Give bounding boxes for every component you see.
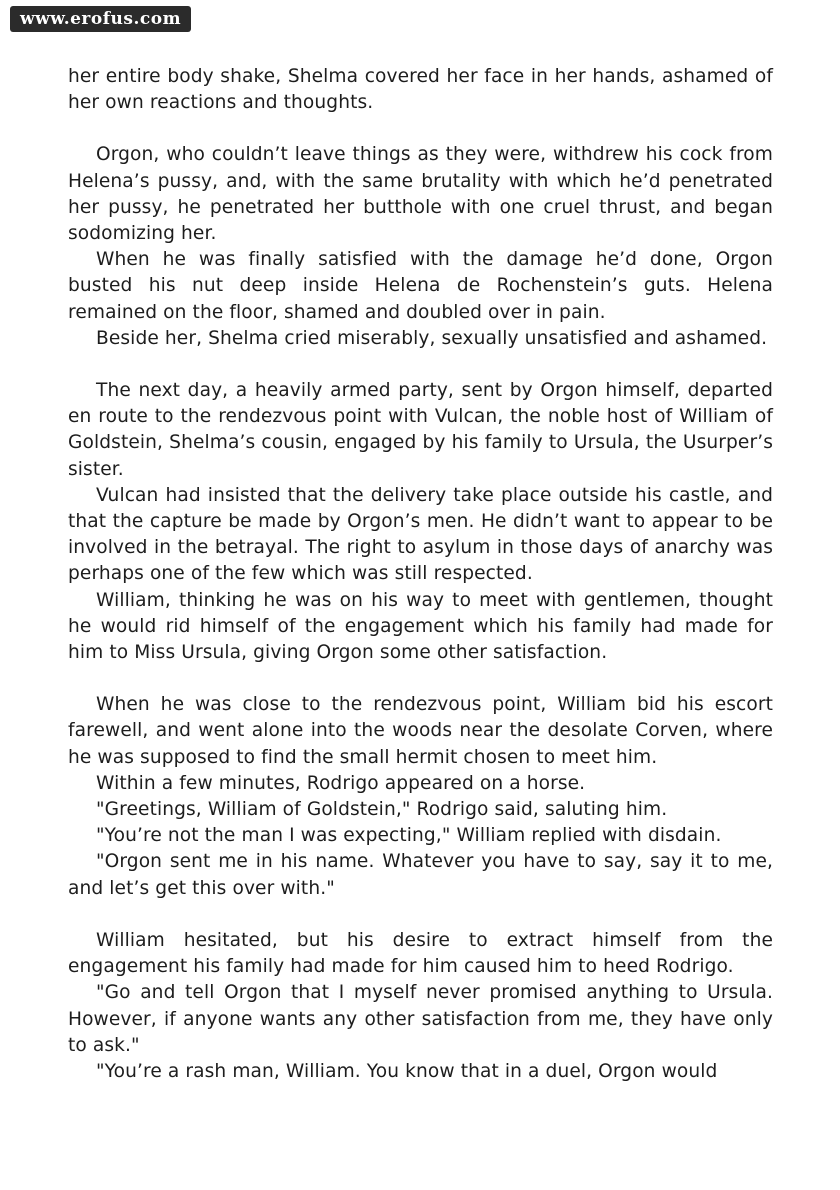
paragraph: "Go and tell Orgon that I myself never promised anything to Ursula. However, if anyone wants any other satisfaction from me, they have only to ask." <box>68 982 773 1056</box>
paragraph: When he was close to the rendezvous point, William bid his escort farewell, and went alone into the woods near the desolate Corven, where he was supposed to find the small hermit chosen to meet him. <box>68 694 773 768</box>
paragraph: "You’re not the man I was expecting," William replied with disdain. <box>96 825 722 847</box>
paragraph: Beside her, Shelma cried miserably, sexually unsatisfied and ashamed. <box>96 327 768 349</box>
paragraph: Vulcan had insisted that the delivery take place outside his castle, and that the capture be made by Orgon’s men. He didn’t want to appear to be involved in the betrayal. The right to asylum in those days of anarchy was perhaps one of the few which was still respected. <box>68 484 773 585</box>
paragraph: When he was finally satisfied with the damage he’d done, Orgon busted his nut deep inside Helena de Rochenstein’s guts. Helena remained on the floor, shamed and doubled over in pain. <box>68 249 773 323</box>
paragraph: Orgon, who couldn’t leave things as they were, withdrew his cock from Helena’s pussy, and, with the same brutality with which he’d penetrated her pussy, he penetrated her butthole with one cruel thrust, and began sodomizing her. <box>68 144 773 245</box>
watermark-logo: www.erofus.com <box>10 6 191 32</box>
paragraph: "Orgon sent me in his name. Whatever you have to say, say it to me, and let’s get this over with." <box>68 851 773 899</box>
paragraph: her entire body shake, Shelma covered her face in her hands, ashamed of her own reactions and thoughts. <box>68 66 773 114</box>
paragraph: William, thinking he was on his way to meet with gentlemen, thought he would rid himself of the engagement which his family had made for him to Miss Ursula, giving Orgon some other satisfaction. <box>68 589 773 664</box>
paragraph: The next day, a heavily armed party, sent by Orgon himself, departed en route to the rendezvous point with Vulcan, the noble host of William of Goldstein, Shelma’s cousin, engaged by his family to Ursula, the Usurper’s sister. <box>68 380 773 480</box>
page-text <box>68 64 773 1085</box>
paragraph: "You’re a rash man, William. You know that in a duel, Orgon would <box>96 1060 718 1082</box>
paragraph: William hesitated, but his desire to extract himself from the engagement his family had made for him caused him to heed Rodrigo. <box>68 929 773 978</box>
paragraph: Within a few minutes, Rodrigo appeared on a horse. <box>96 772 586 794</box>
paragraph: "Greetings, William of Goldstein," Rodrigo said, saluting him. <box>96 799 668 821</box>
